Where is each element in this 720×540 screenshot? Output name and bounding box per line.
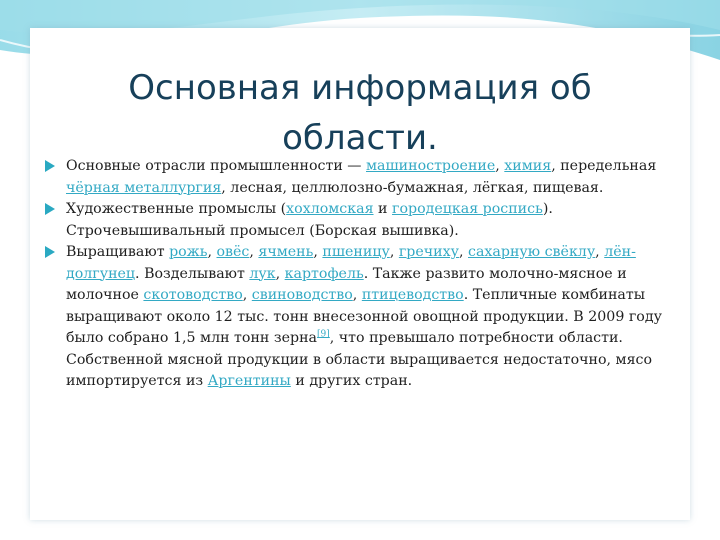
inline-link[interactable]: пшеницу (322, 244, 390, 260)
bullet-text: , (249, 244, 259, 260)
inline-link[interactable]: химия (504, 158, 552, 174)
bullet-marker-icon (45, 203, 55, 215)
bullet-text: и других стран. (290, 373, 413, 389)
bullet-text: Выращивают (66, 244, 170, 260)
inline-link[interactable]: птицеводство (361, 287, 464, 303)
inline-link[interactable]: овёс (216, 244, 250, 260)
bullet-text: ). Строчевышивальный промысел (Борская вышивка). (66, 201, 553, 239)
bullet-text: , (352, 287, 362, 303)
inline-link[interactable]: хохломская (286, 201, 374, 217)
inline-link[interactable]: сахарную свёклу (468, 244, 596, 260)
bullet-item (42, 242, 678, 393)
bullet-text: , (389, 244, 399, 260)
bullet-text: , (242, 287, 252, 303)
inline-link[interactable]: ячмень (258, 244, 314, 260)
bullet-text: . Тепличные комбинаты выращивают около 12 тыс. тонн внесезонной овощной продукции. В 2009 году было собрано 1,5 млн тонн зерна (66, 287, 662, 346)
inline-link[interactable]: рожь (169, 244, 208, 260)
inline-link[interactable]: гречиху (398, 244, 459, 260)
bullet-text: , (458, 244, 468, 260)
bullet-text: , передельная (551, 158, 657, 174)
bullet-item (42, 156, 678, 199)
bullet-text: , (495, 158, 505, 174)
bullet-list (42, 156, 678, 393)
bullet-text: , лесная, целлюлозно-бумажная, лёгкая, пищевая. (221, 179, 604, 196)
inline-link[interactable]: скотоводство (143, 287, 243, 303)
inline-link[interactable]: чёрная металлургия (66, 179, 222, 196)
inline-link[interactable]: лук (249, 265, 276, 282)
footnote-link[interactable]: [9] (317, 329, 330, 340)
inline-link[interactable]: городецкая роспись (392, 201, 543, 217)
bullet-text: , что превышало потребности области. Собственной мясной продукции в области выращивается недостаточно, мясо импортируется из (66, 330, 653, 389)
bullet-marker-icon (45, 246, 55, 258)
bullet-text: , (275, 265, 285, 282)
bullet-text: . Также развито молочно-мясное и молочное (66, 265, 627, 303)
inline-link[interactable]: Аргентины (207, 373, 291, 389)
bullet-text: , (313, 244, 323, 260)
inline-link[interactable]: свиноводство (251, 287, 353, 303)
bullet-text: , (595, 244, 605, 260)
inline-link[interactable]: лён-долгунец (66, 244, 636, 282)
inline-link[interactable]: картофель (284, 265, 364, 282)
bullet-text: Основные отрасли промышленности — (66, 158, 366, 174)
bullet-text: . Возделывают (135, 265, 250, 282)
bullet-text: , (207, 244, 217, 260)
bullet-marker-icon (45, 160, 55, 172)
slide-title: Основная информация об области. (128, 67, 592, 158)
bullet-item (42, 199, 678, 242)
inline-link[interactable]: машиностроение (366, 158, 496, 174)
bullet-text: Художественные промыслы ( (66, 201, 287, 217)
bullet-text: и (373, 201, 393, 217)
